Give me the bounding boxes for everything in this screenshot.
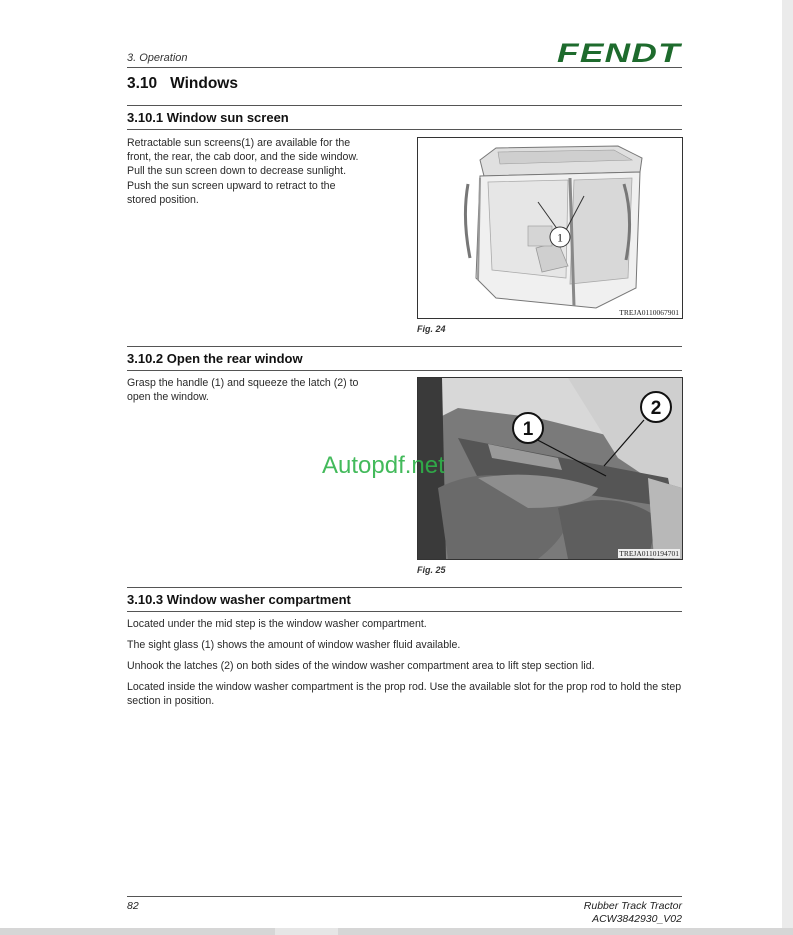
subsection-heading: 3.10.2 Open the rear window xyxy=(127,351,303,366)
subsection-rule-top xyxy=(127,587,682,588)
rear-window-photo xyxy=(418,378,682,559)
watermark-text: Autopdf.net xyxy=(322,452,445,479)
callout-2: 2 xyxy=(650,398,662,419)
paragraph: Located under the mid step is the window washer compartment. xyxy=(127,618,427,630)
subsection-heading: 3.10.3 Window washer compartment xyxy=(127,592,351,607)
svg-text:FENDT: FENDT xyxy=(557,40,683,66)
subsection-rule-top xyxy=(127,346,682,347)
callout-1: 1 xyxy=(522,419,534,440)
paragraph: Unhook the latches (2) on both sides of the window washer compartment area to lift step section lid. xyxy=(127,660,595,672)
footer-doc-id: ACW3842930_V02 xyxy=(592,913,682,925)
figure-code: TREJA0110067901 xyxy=(619,308,679,317)
figure-caption: Fig. 24 xyxy=(417,324,446,334)
subsection-rule-bottom xyxy=(127,129,682,130)
page-number: 82 xyxy=(127,900,139,912)
paragraph: The sight glass (1) shows the amount of window washer fluid available. xyxy=(127,639,461,651)
footer-product: Rubber Track Tractor xyxy=(583,900,682,912)
paragraph: Retractable sun screens(1) are available for the front, the rear, the cab door, and the side window. Pull the sun screen down to decrease sunlight. Push the sun screen upward to retract to the stored position. xyxy=(127,137,359,206)
subsection-rule-bottom xyxy=(127,611,682,612)
paragraph: Grasp the handle (1) and squeeze the latch (2) to open the window. xyxy=(127,377,359,404)
viewer-bottom-band xyxy=(0,928,793,935)
header-rule xyxy=(127,67,682,68)
figure-code: TREJA0110194701 xyxy=(619,549,679,558)
footer-doc-info xyxy=(584,900,682,926)
paragraph: Located inside the window washer compartment is the prop rod. Use the available slot for the prop rod to hold the step section in position. xyxy=(127,681,682,708)
viewer-right-edge xyxy=(782,0,793,935)
callout-1: 1 xyxy=(557,230,563,245)
running-header: 3. Operation xyxy=(127,52,188,64)
subsection-rule-bottom xyxy=(127,370,682,371)
cab-illustration xyxy=(418,138,682,318)
figure-rear-window-photo xyxy=(417,377,683,560)
subsection-heading: 3.10.1 Window sun screen xyxy=(127,110,289,125)
figure-cab-sunscreen xyxy=(417,137,683,319)
section-heading: 3.10 Windows xyxy=(127,75,238,92)
subsection-rule-top xyxy=(127,105,682,106)
fendt-logo xyxy=(555,40,683,66)
figure-caption: Fig. 25 xyxy=(417,565,446,575)
footer-rule xyxy=(127,896,682,897)
